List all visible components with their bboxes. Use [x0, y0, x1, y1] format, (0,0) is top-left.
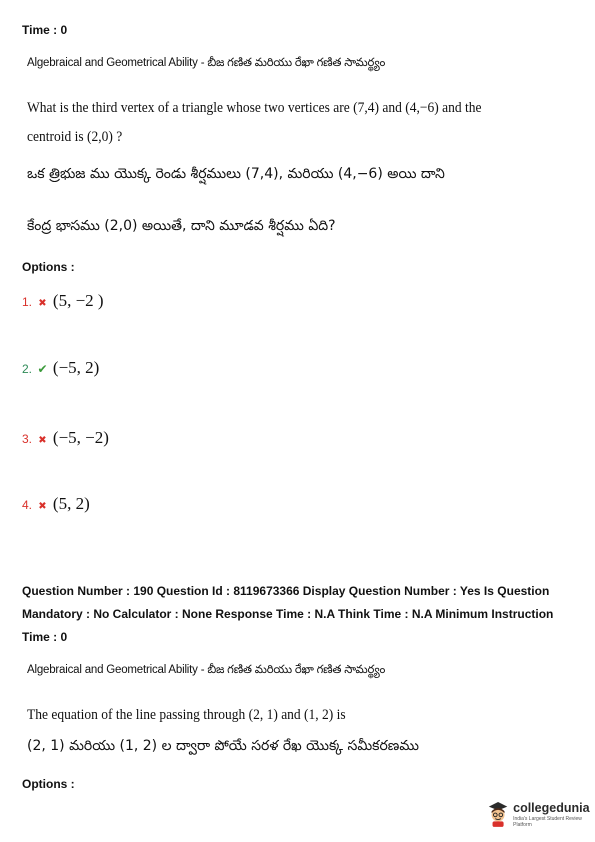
option-value: (5, −2 )	[52, 291, 104, 310]
checkmark-icon: ✔	[37, 362, 48, 376]
collegedunia-logo	[487, 800, 595, 828]
option-value: (5, 2)	[52, 494, 90, 513]
question-meta-line-2: Mandatory : No Calculator : None Response Time : N.A Think Time : N.A Minimum Instruction	[22, 607, 554, 621]
question-english-line-1: What is the third vertex of a triangle whose two vertices are (7,4) and (4,−6) and the	[27, 100, 482, 116]
question-english-line-2: centroid is (2,0) ?	[27, 129, 123, 145]
option-4	[22, 494, 90, 514]
option-number: 2.	[22, 362, 33, 376]
question-topic: Algebraical and Geometrical Ability - బీజ గణిత మరియు రేఖా గణిత సామర్థ్యం	[27, 57, 386, 69]
options-label: Options :	[22, 777, 75, 791]
question-meta	[22, 580, 582, 649]
logo-subtitle: India's Largest Student Review Platform	[513, 815, 582, 828]
option-value: (−5, 2)	[52, 358, 100, 377]
question-english-line-1: The equation of the line passing through (2, 1) and (1, 2) is	[27, 707, 346, 723]
question-meta-line-3: Time : 0	[22, 630, 68, 644]
cross-icon: ✖	[38, 298, 47, 309]
question-telugu-line-1: ఒక త్రిభుజ ము యొక్క రెండు శీర్షములు (7,4), మరియు (4,−6) అయి దాని	[27, 166, 445, 182]
option-number: 3.	[22, 432, 33, 446]
question-telugu-line-2: కేంద్ర భాసము (2,0) అయితే, దాని మూడవ శీర్షము ఏది?	[27, 218, 336, 234]
cross-icon: ✖	[38, 435, 47, 446]
option-value: (−5, −2)	[52, 428, 109, 447]
question-meta-line-1: Question Number : 190 Question Id : 8119673366 Display Question Number : Yes Is Question	[22, 584, 550, 598]
logo-title: collegedunia	[513, 800, 590, 815]
option-number: 4.	[22, 498, 33, 512]
option-1	[22, 291, 104, 311]
time-label: Time : 0	[22, 23, 68, 37]
option-number: 1.	[22, 295, 33, 309]
options-label: Options :	[22, 260, 75, 274]
question-topic: Algebraical and Geometrical Ability - బీజ గణిత మరియు రేఖా గణిత సామర్థ్యం	[27, 664, 386, 676]
question-telugu-line-1: (2, 1) మరియు (1, 2) ల ద్వారా పోయే సరళ రేఖ యొక్క సమీకరణము	[27, 738, 419, 754]
option-2	[22, 358, 99, 378]
option-3	[22, 428, 109, 448]
student-mascot-icon	[487, 800, 509, 828]
cross-icon: ✖	[38, 501, 47, 512]
